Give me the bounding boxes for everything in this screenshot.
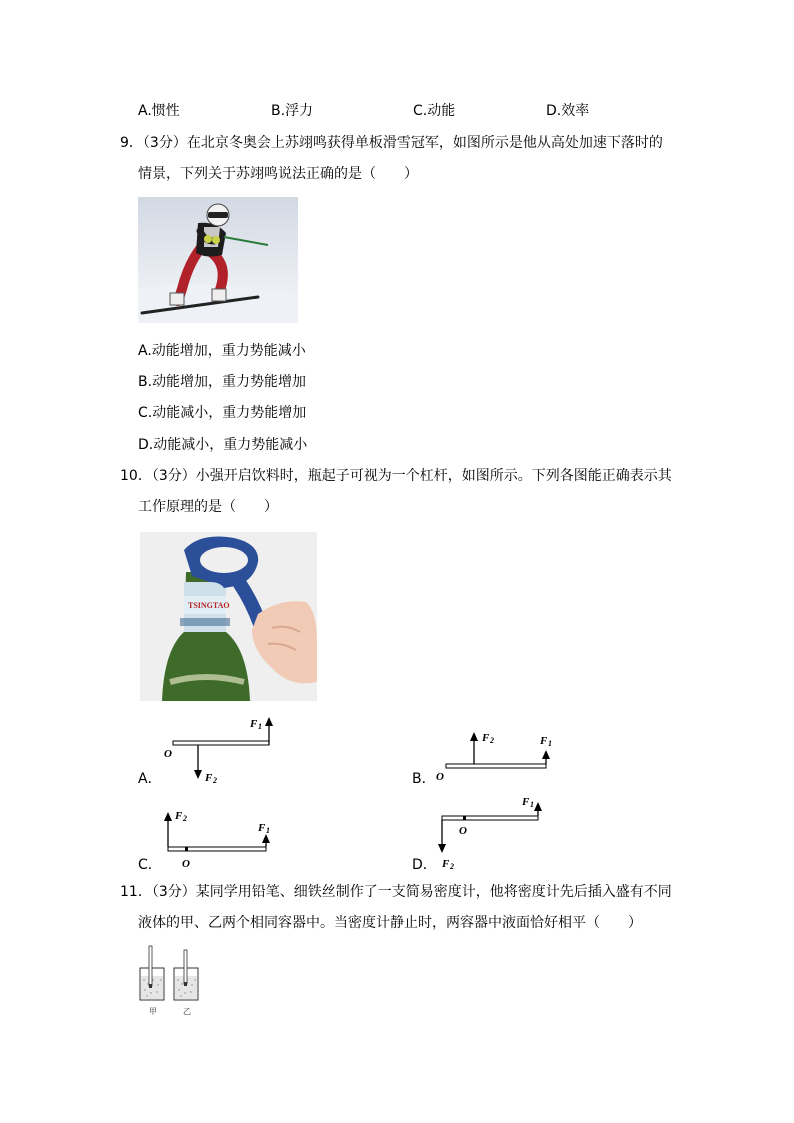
force-f2: F	[175, 810, 183, 822]
q11-stem-line1: 11．（3分）某同学用铅笔、细铁丝制作了一支简易密度计，他将密度计先后插入盛有不同	[120, 884, 672, 900]
q9-option-a: A.动能增加，重力势能减小	[138, 343, 306, 359]
q8-option-d: D.效率	[546, 103, 590, 119]
pivot-o: O	[164, 748, 172, 760]
option-d-letter: D．	[412, 857, 437, 873]
pivot-o: O	[459, 825, 467, 837]
force-f2-sub: 2	[183, 814, 187, 823]
force-f2: F	[442, 858, 450, 870]
pivot-o: O	[436, 771, 444, 783]
force-f1: F	[540, 735, 548, 747]
q10-stem-line2: 工作原理的是（ ）	[138, 499, 278, 515]
q9-stem-line2: 情景，下列关于苏翊鸣说法正确的是（ ）	[138, 166, 418, 182]
snowboarder-photo	[138, 197, 298, 323]
q8-option-a: A.惯性	[138, 103, 180, 119]
q8-option-c: C.动能	[413, 103, 456, 119]
force-f2-sub: 2	[213, 776, 217, 785]
beaker-label-yi: 乙	[183, 1007, 191, 1016]
q10-stem-line1: 10．（3分）小强开启饮料时，瓶起子可视为一个杠杆，如图所示。下列各图能正确表示其	[120, 468, 672, 484]
lever-diagram-d	[430, 792, 560, 872]
q9-option-d: D.动能减小，重力势能减小	[138, 437, 308, 453]
force-f1-sub: 1	[548, 739, 552, 748]
force-f1: F	[258, 822, 266, 834]
bottle-opener-photo	[140, 532, 317, 701]
force-f1-sub: 1	[266, 826, 270, 835]
lever-diagram-a	[158, 712, 288, 787]
beaker-label-jia: 甲	[149, 1007, 157, 1016]
force-f2-sub: 2	[450, 862, 454, 871]
q9-option-b: B.动能增加，重力势能增加	[138, 374, 307, 390]
lever-diagram-c	[158, 805, 288, 875]
force-f1-sub: 1	[258, 722, 262, 731]
force-f1-sub: 1	[530, 800, 534, 809]
lever-diagram-b	[430, 725, 570, 785]
q11-stem-line2: 液体的甲、乙两个相同容器中。当密度计静止时，两容器中液面恰好相平（ ）	[138, 915, 642, 931]
option-b-letter: B．	[412, 771, 436, 787]
force-f1: F	[250, 718, 258, 730]
q9-option-c: C.动能减小，重力势能增加	[138, 405, 307, 421]
force-f2: F	[482, 732, 490, 744]
force-f2-sub: 2	[490, 736, 494, 745]
q8-option-b: B.浮力	[271, 103, 314, 119]
option-a-letter: A．	[138, 771, 162, 787]
q9-stem-line1: 9．（3分）在北京冬奥会上苏翊鸣获得单板滑雪冠军，如图所示是他从高处加速下落时的	[120, 135, 663, 151]
force-f1: F	[522, 796, 530, 808]
bottle-label-text: TSINGTAO	[188, 601, 230, 610]
densimeter-beakers	[136, 940, 202, 1020]
pivot-o: O	[182, 858, 190, 870]
option-c-letter: C．	[138, 857, 162, 873]
force-f2: F	[205, 772, 213, 784]
